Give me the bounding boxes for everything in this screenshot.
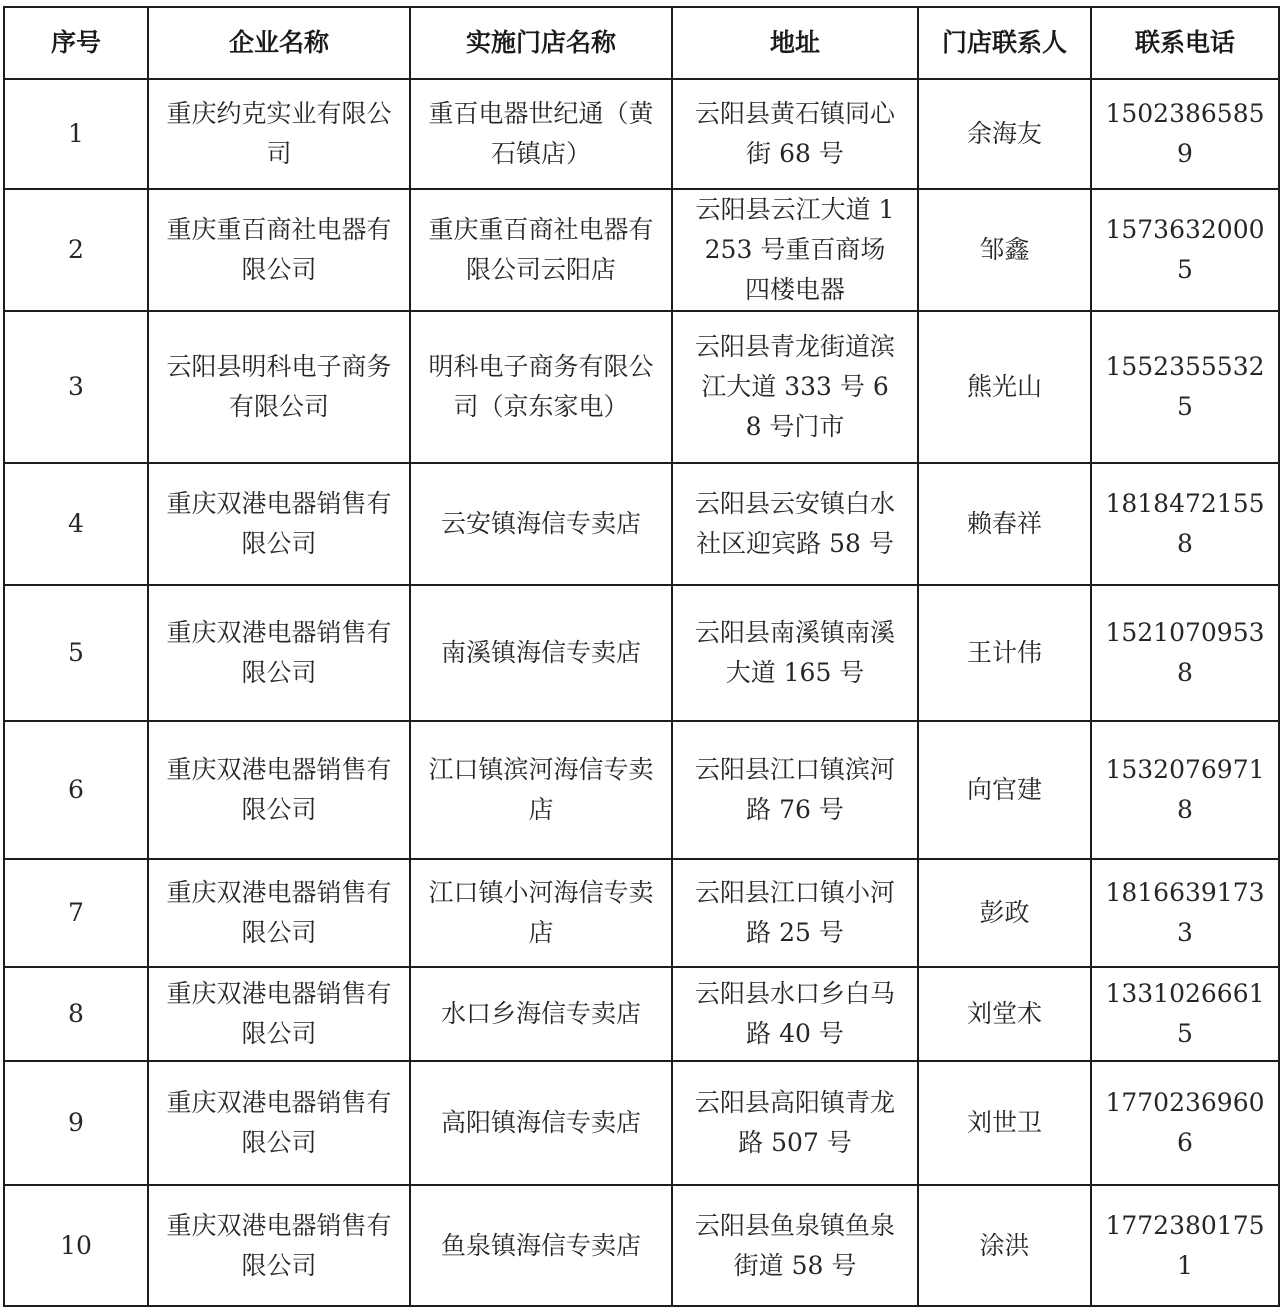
cell-store: 鱼泉镇海信专卖店 <box>410 1185 672 1306</box>
header-address: 地址 <box>672 7 918 79</box>
cell-store: 明科电子商务有限公司（京东家电） <box>410 311 672 463</box>
cell-store: 江口镇滨河海信专卖店 <box>410 721 672 859</box>
cell-contact: 彭政 <box>918 859 1091 967</box>
cell-company: 重庆约克实业有限公司 <box>148 79 410 189</box>
cell-company: 重庆重百商社电器有限公司 <box>148 189 410 311</box>
cell-store: 水口乡海信专卖店 <box>410 967 672 1061</box>
cell-contact: 熊光山 <box>918 311 1091 463</box>
header-company: 企业名称 <box>148 7 410 79</box>
store-table <box>3 6 1280 1307</box>
cell-company: 云阳县明科电子商务有限公司 <box>148 311 410 463</box>
cell-phone: 17702369606 <box>1091 1061 1279 1185</box>
cell-phone: 15320769718 <box>1091 721 1279 859</box>
cell-phone: 18184721558 <box>1091 463 1279 585</box>
cell-company: 重庆双港电器销售有限公司 <box>148 721 410 859</box>
header-store: 实施门店名称 <box>410 7 672 79</box>
cell-company: 重庆双港电器销售有限公司 <box>148 585 410 721</box>
cell-address <box>672 463 918 585</box>
cell-address <box>672 967 918 1061</box>
cell-store: 江口镇小河海信专卖店 <box>410 859 672 967</box>
cell-index: 1 <box>4 79 148 189</box>
header-phone: 联系电话 <box>1091 7 1279 79</box>
cell-index: 2 <box>4 189 148 311</box>
cell-index: 9 <box>4 1061 148 1185</box>
cell-phone: 15736320005 <box>1091 189 1279 311</box>
cell-index: 7 <box>4 859 148 967</box>
address-text: 云阳县水口乡白马路 40 号 <box>695 979 896 1048</box>
cell-phone: 15210709538 <box>1091 585 1279 721</box>
cell-index: 3 <box>4 311 148 463</box>
cell-contact: 余海友 <box>918 79 1091 189</box>
table-row <box>4 1185 1279 1306</box>
address-text: 云阳县高阳镇青龙路 507 号 <box>695 1088 896 1157</box>
table-row <box>4 1061 1279 1185</box>
table-row <box>4 859 1279 967</box>
cell-contact: 刘世卫 <box>918 1061 1091 1185</box>
cell-phone: 15523555325 <box>1091 311 1279 463</box>
cell-store: 云安镇海信专卖店 <box>410 463 672 585</box>
header-index: 序号 <box>4 7 148 79</box>
cell-store: 重庆重百商社电器有限公司云阳店 <box>410 189 672 311</box>
cell-address <box>672 1061 918 1185</box>
cell-company: 重庆双港电器销售有限公司 <box>148 1185 410 1306</box>
address-text: 云阳县云安镇白水社区迎宾路 58 号 <box>695 489 896 558</box>
table-row <box>4 79 1279 189</box>
cell-phone: 15023865859 <box>1091 79 1279 189</box>
cell-contact: 邹鑫 <box>918 189 1091 311</box>
cell-contact: 涂洪 <box>918 1185 1091 1306</box>
cell-address <box>672 189 918 311</box>
cell-index: 8 <box>4 967 148 1061</box>
address-text: 云阳县江口镇小河路 25 号 <box>695 878 896 947</box>
cell-contact: 刘堂术 <box>918 967 1091 1061</box>
table-row <box>4 967 1279 1061</box>
cell-address <box>672 79 918 189</box>
address-text: 云阳县青龙街道滨江大道 333 号 68 号门市 <box>695 332 896 441</box>
cell-address <box>672 1185 918 1306</box>
cell-index: 10 <box>4 1185 148 1306</box>
address-text: 云阳县南溪镇南溪大道 165 号 <box>695 618 896 687</box>
cell-company: 重庆双港电器销售有限公司 <box>148 1061 410 1185</box>
cell-company: 重庆双港电器销售有限公司 <box>148 967 410 1061</box>
address-text: 云阳县黄石镇同心街 68 号 <box>695 99 896 168</box>
cell-index: 6 <box>4 721 148 859</box>
cell-company: 重庆双港电器销售有限公司 <box>148 859 410 967</box>
address-text: 云阳县鱼泉镇鱼泉街道 58 号 <box>695 1210 896 1280</box>
cell-store: 重百电器世纪通（黄石镇店） <box>410 79 672 189</box>
header-contact: 门店联系人 <box>918 7 1091 79</box>
cell-index: 4 <box>4 463 148 585</box>
cell-store: 南溪镇海信专卖店 <box>410 585 672 721</box>
table-row <box>4 585 1279 721</box>
table-row <box>4 311 1279 463</box>
cell-company: 重庆双港电器销售有限公司 <box>148 463 410 585</box>
cell-phone: 18166391733 <box>1091 859 1279 967</box>
table-row <box>4 189 1279 311</box>
cell-store: 高阳镇海信专卖店 <box>410 1061 672 1185</box>
cell-phone: 13310266615 <box>1091 967 1279 1061</box>
address-text: 云阳县云江大道 1253 号重百商场四楼电器 <box>695 195 895 304</box>
table-row <box>4 721 1279 859</box>
cell-address <box>672 585 918 721</box>
table-row <box>4 463 1279 585</box>
cell-address <box>672 721 918 859</box>
cell-address <box>672 859 918 967</box>
address-text: 云阳县江口镇滨河路 76 号 <box>695 755 896 824</box>
cell-index: 5 <box>4 585 148 721</box>
table-header-row <box>4 7 1279 79</box>
cell-address <box>672 311 918 463</box>
cell-contact: 王计伟 <box>918 585 1091 721</box>
cell-contact: 赖春祥 <box>918 463 1091 585</box>
cell-contact: 向官建 <box>918 721 1091 859</box>
cell-phone: 17723801751 <box>1091 1185 1279 1306</box>
